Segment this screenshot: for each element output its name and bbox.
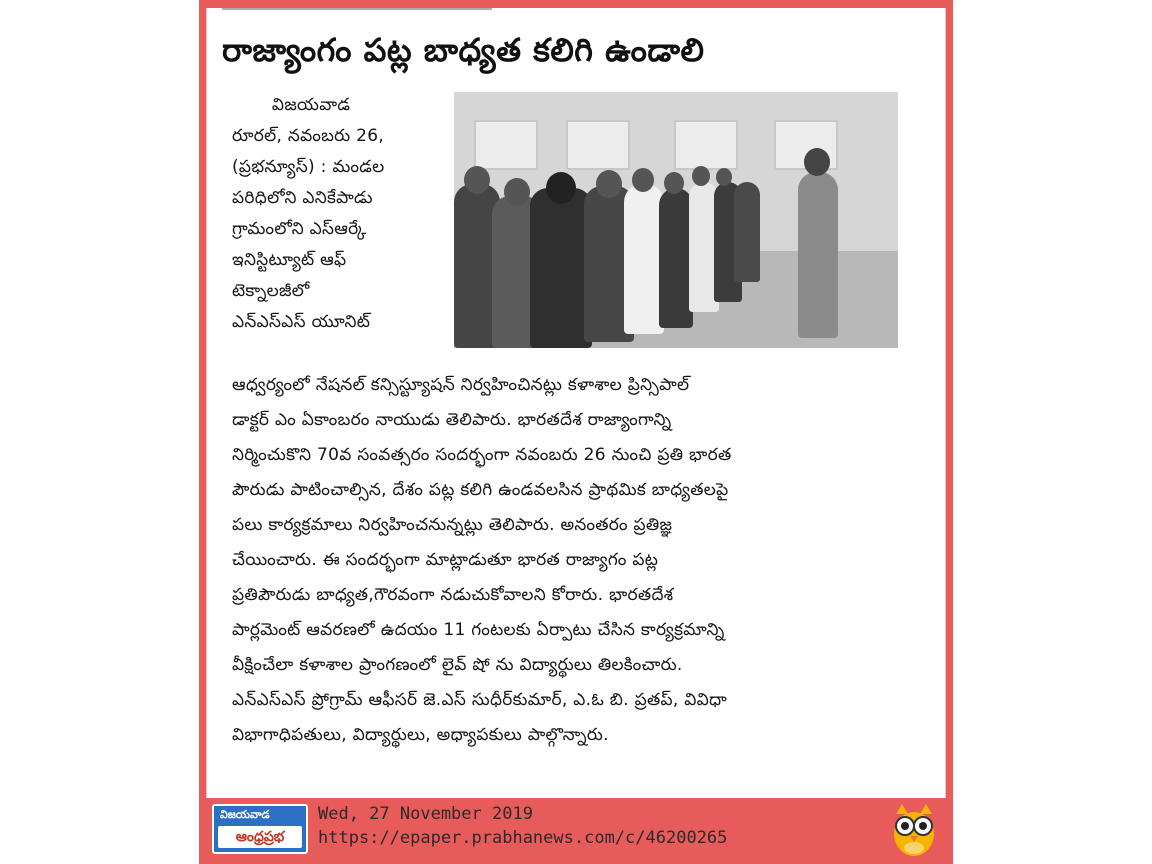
previous-article-cutoff bbox=[222, 8, 492, 16]
body-line: పరిధిలోని ఎనికేపాడు bbox=[232, 188, 373, 208]
body-line: పౌరుడు పాటించాల్సిన, దేశం పట్ల కలిగి ఉండవలసిన ప్రాథమిక బాధ్యతలపై bbox=[232, 480, 729, 500]
article-photo bbox=[454, 92, 898, 348]
logo-edition: విజయవాడ bbox=[220, 808, 270, 821]
body-line: ఎన్ఎస్ఎస్ ప్రోగ్రామ్ ఆఫీసర్ జె.ఎస్ సుధీర్‌కుమార్, ఎ.ఓ బి. ప్రతప్, వివిధా bbox=[232, 690, 728, 710]
publish-date: Wed, 27 November 2019 bbox=[318, 804, 533, 824]
body-line: విభాగాధిపతులు, విద్యార్థులు, అధ్యాపకులు పాల్గొన్నారు. bbox=[232, 725, 609, 745]
body-line: డాక్టర్ ఎం ఏకాంబరం నాయుడు తెలిపారు. భారతదేశ రాజ్యాంగాన్ని bbox=[232, 410, 672, 430]
body-line: (ప్రభన్యూస్) : మండల bbox=[232, 157, 385, 177]
body-line: ఎన్ఎస్ఎస్ యూనిట్ bbox=[232, 312, 371, 332]
article-headline: రాజ్యాంగం పట్ల బాధ్యత కలిగి ఉండాలి bbox=[222, 31, 705, 69]
body-line: వీక్షించేలా కళాశాల ప్రాంగణంలో లైవ్ షో ను విద్యార్థులు తిలకించారు. bbox=[232, 655, 683, 675]
body-line: ఇనిస్టిట్యూట్ ఆఫ్ bbox=[232, 250, 347, 270]
body-line: ప్రతిపౌరుడు బాధ్యత,గౌరవంగా నడుచుకోవాలని కోరారు. భారతదేశ bbox=[232, 585, 674, 605]
epaper-link[interactable]: https://epaper.prabhanews.com/c/46200265 bbox=[318, 828, 728, 848]
body-line: పార్లమెంట్ ఆవరణలో ఉదయం 11 గంటలకు ఏర్పాటు చేసిన కార్యక్రమాన్ని bbox=[232, 620, 725, 640]
owl-mascot-icon bbox=[890, 800, 938, 858]
body-line: నిర్మించుకొని 70వ సంవత్సరం సందర్భంగా నవంబరు 26 నుంచి ప్రతి భారత bbox=[232, 445, 732, 465]
body-line: చేయించారు. ఈ సందర్భంగా మాట్లాడుతూ భారత రాజ్యాగం పట్ల bbox=[232, 550, 659, 570]
body-line: గ్రామంలోని ఎస్ఆర్కే bbox=[232, 219, 367, 239]
logo-title: ఆంధ్రప్రభ bbox=[218, 826, 302, 848]
body-line: పలు కార్యక్రమాలు నిర్వహించనున్నట్లు తెలిపారు. అనంతరం ప్రతిజ్ఞ bbox=[232, 515, 673, 535]
body-line: ఆధ్వర్యంలో నేషనల్ కన్సిస్ట్యూషన్ నిర్వహించినట్లు కళాశాల ప్రిన్సిపాల్ bbox=[232, 375, 690, 395]
body-line: విజయవాడ bbox=[232, 95, 351, 115]
body-line: రూరల్, నవంబరు 26, bbox=[232, 126, 385, 146]
newspaper-logo[interactable] bbox=[212, 804, 308, 854]
body-line: టెక్నాలజీలో bbox=[232, 281, 310, 301]
